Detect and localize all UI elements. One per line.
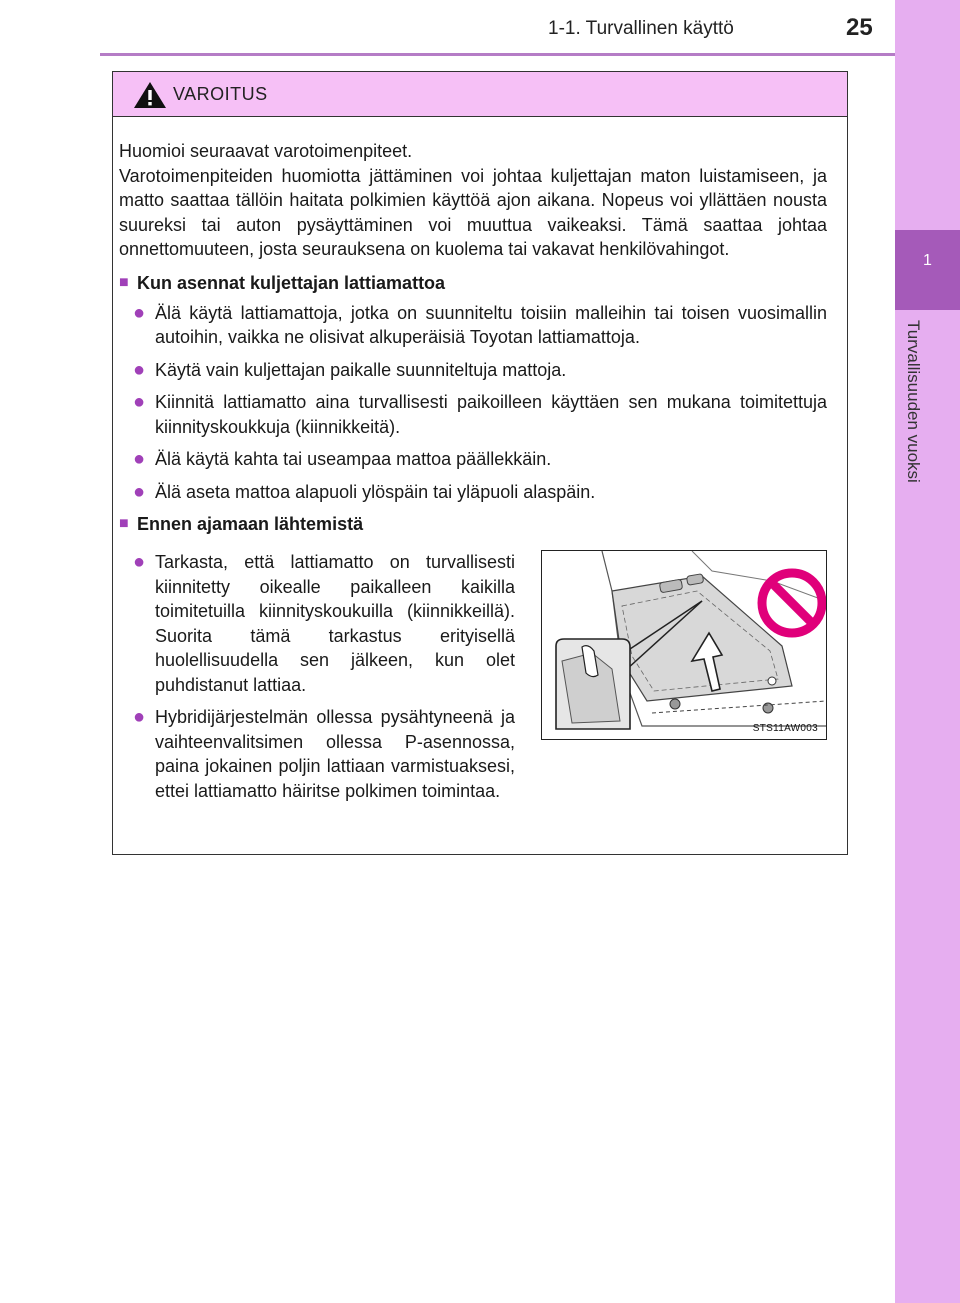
list-item-text: Käytä vain kuljettajan paikalle suunniteltuja mattoja. [155, 359, 567, 380]
list-item [119, 550, 515, 697]
circle-bullet-icon: ● [133, 551, 146, 573]
intro-paragraph: Varotoimenpiteiden huomiotta jättäminen voi johtaa kuljettajan maton luistamiseen, ja matto saattaa tällöin haitata polkimien käyttöä ajon aikana. Nopeus voi yllättäen nousta suureksi tai auton pysäyttäminen voi muuttua vaikeaksi. Tämä saattaa johtaa onnettomuuteen, josta seurauksena on kuolema tai vakavat henkilövahingot. [119, 165, 827, 259]
list-item [119, 301, 827, 350]
figure-code: STS11AW003 [752, 723, 818, 734]
list-item-text: Hybridijärjestelmän ollessa pysähtyneenä ja vaihteenvalitsimen ollessa P-asennossa, paina jokainen poljin lattiaan varmistuaksesi, ettei lattiamatto häiritse polkimen toimintaa. [155, 707, 515, 801]
chapter-number: 1 [923, 252, 932, 269]
warning-triangle-icon [133, 81, 167, 109]
chapter-number-box [895, 230, 960, 310]
list-item [119, 447, 827, 472]
list-item-text: Tarkasta, että lattiamatto on turvallisesti kiinnitetty oikealle paikalleen kaikilla toimitetuilla kiinnityskoukuilla (kiinnikkeillä). Suorita tämä tarkastus erityisellä huolellisuudella sen jälkeen, kun olet puhdistanut lattiaa. [155, 552, 515, 695]
section-title: 1-1. Turvallinen käyttö [548, 18, 734, 39]
page-number: 25 [846, 14, 873, 41]
circle-bullet-icon: ● [133, 391, 146, 413]
list-item [119, 705, 515, 803]
intro-line: Huomioi seuraavat varotoimenpiteet. [119, 141, 413, 161]
list-item-text: Älä käytä kahta tai useampaa mattoa päällekkäin. [155, 449, 552, 469]
list-item-text: Kiinnitä lattiamatto aina turvallisesti paikoilleen käyttäen sen mukana toimitettuja kiinnityskoukkuja (kiinnikkeitä). [155, 392, 827, 437]
list-item-text: Älä käytä lattiamattoja, jotka on suunniteltu toisiin malleihin tai toisen vuosimallin autoihin, vaikka ne olisivat alkuperäisiä Toyotan lattiamattoja. [155, 302, 827, 347]
section-heading-before-driving [119, 512, 827, 536]
circle-bullet-icon: ● [133, 301, 146, 324]
list-item-text: Älä aseta mattoa alapuoli ylöspäin tai yläpuoli alaspäin. [155, 481, 596, 502]
section-heading-text: Kun asennat kuljettajan lattiamattoa [137, 272, 446, 293]
section-heading-text: Ennen ajamaan lähtemistä [137, 514, 364, 534]
chapter-label: Turvallisuuden vuoksi [904, 320, 923, 483]
left-column [119, 550, 515, 811]
warning-box [112, 71, 848, 855]
square-bullet-icon: ■ [119, 515, 129, 532]
circle-bullet-icon: ● [133, 480, 146, 503]
square-bullet-icon: ■ [119, 273, 129, 291]
chapter-side-tab [895, 0, 960, 1303]
warning-body [113, 117, 847, 811]
list-item [119, 358, 827, 383]
circle-bullet-icon: ● [133, 448, 146, 470]
floor-mat-drawing [542, 551, 826, 739]
floor-mat-illustration [541, 550, 827, 740]
circle-bullet-icon: ● [133, 358, 146, 381]
warning-header [113, 72, 847, 117]
list-item [119, 480, 827, 505]
header-rule [100, 53, 895, 56]
circle-bullet-icon: ● [133, 706, 146, 728]
section-heading-install [119, 271, 827, 295]
warning-title: VAROITUS [173, 84, 268, 104]
two-column-section [119, 550, 827, 811]
list-item [119, 390, 827, 439]
